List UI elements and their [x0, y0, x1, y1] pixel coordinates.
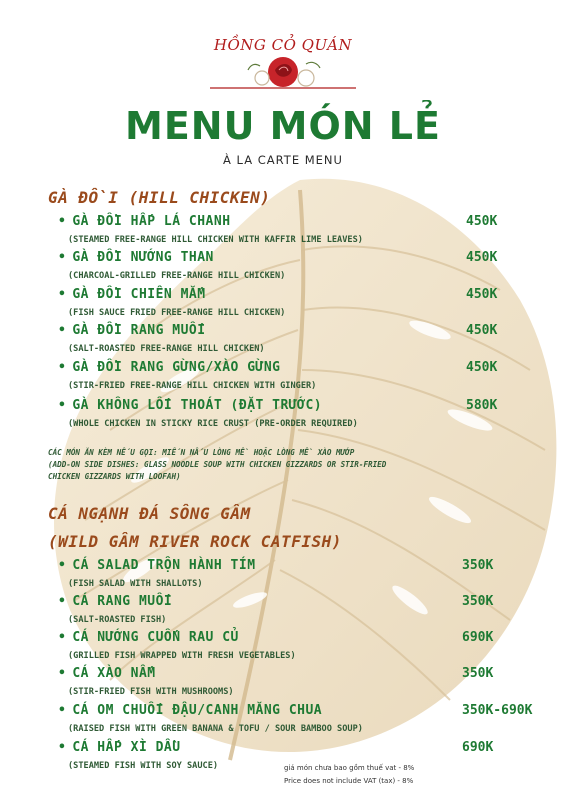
section-subtitle-fish: (WILD GÂM RIVER ROCK CATFISH) — [48, 532, 342, 551]
bullet-icon: • — [58, 214, 67, 229]
item-price: 450K — [466, 287, 498, 302]
item-name: • GÀ ĐỒI RANG GỪNG/XÀO GỪNG — [58, 360, 281, 375]
item-description: (FISH SAUCE FRIED FREE-RANGE HILL CHICKEN) — [68, 308, 286, 318]
bullet-icon: • — [58, 703, 67, 718]
item-name: • GÀ ĐỒI RANG MUỐI — [58, 323, 206, 338]
item-description: (SALT-ROASTED FREE-RANGE HILL CHICKEN) — [68, 344, 265, 354]
page-title: MENU MÓN LẺ — [125, 104, 441, 148]
bullet-icon: • — [58, 323, 67, 338]
vat-note-vi: giá món chưa bao gồm thuế vat - 8% — [284, 764, 415, 772]
item-description: (STEAMED FREE-RANGE HILL CHICKEN WITH KAFFIR LIME LEAVES) — [68, 235, 363, 245]
restaurant-logo — [200, 26, 366, 96]
bullet-icon: • — [58, 360, 67, 375]
item-price: 350K-690K — [462, 703, 533, 718]
page-subtitle: À LA CARTE MENU — [223, 153, 343, 167]
item-name: • CÁ NƯỚNG CUỐN RAU CỦ — [58, 630, 239, 645]
item-name: • CÁ HẤP XÌ DẦU — [58, 740, 181, 755]
brand-name: HỒNG CỎ QUÁN — [213, 36, 353, 54]
item-description: (WHOLE CHICKEN IN STICKY RICE CRUST (PRE-ORDER REQUIRED) — [68, 419, 358, 429]
section-title-fish: CÁ NGẠNH ĐÁ SÔNG GÂM — [48, 504, 251, 523]
item-description: (STIR-FRIED FISH WITH MUSHROOMS) — [68, 687, 234, 697]
bullet-icon: • — [58, 398, 67, 413]
side-note-line: CHICKEN GIZZARDS WITH LOOFAH) — [48, 472, 181, 481]
item-name: • CÁ SALAD TRỘN HÀNH TÍM — [58, 558, 256, 573]
item-price: 580K — [466, 398, 498, 413]
bullet-icon: • — [58, 740, 67, 755]
bullet-icon: • — [58, 287, 67, 302]
bullet-icon: • — [58, 666, 67, 681]
item-description: (RAISED FISH WITH GREEN BANANA & TOFU / SOUR BAMBOO SOUP) — [68, 724, 363, 734]
item-description: (SALT-ROASTED FISH) — [68, 615, 167, 625]
item-price: 450K — [466, 323, 498, 338]
item-name: • CÁ RANG MUỐI — [58, 594, 173, 609]
item-name: • GÀ ĐỒI NƯỚNG THAN — [58, 250, 214, 265]
item-description: (GRILLED FISH WRAPPED WITH FRESH VEGETABLES) — [68, 651, 296, 661]
item-description: (CHARCOAL-GRILLED FREE-RANGE HILL CHICKEN) — [68, 271, 286, 281]
vat-note-en: Price does not include VAT (tax) - 8% — [284, 777, 414, 785]
item-name: • GÀ ĐỒI HẤP LÁ CHANH — [58, 214, 231, 229]
item-description: (STEAMED FISH WITH SOY SAUCE) — [68, 761, 219, 771]
side-dish-note — [48, 447, 548, 483]
item-price: 450K — [466, 214, 498, 229]
item-name: • CÁ XÀO NẤM — [58, 666, 156, 681]
bullet-icon: • — [58, 630, 67, 645]
bullet-icon: • — [58, 558, 67, 573]
item-price: 690K — [462, 630, 494, 645]
side-note-line: CÁC MÓN ĂN KÈM NẾU GỌI: MIẾN NẤU LÒNG MỀ HOẶC LÒNG MỀ XÀO MƯỚP — [48, 448, 355, 457]
section-title-chicken: GÀ ĐỒI (HILL CHICKEN) — [48, 188, 271, 207]
item-description: (STIR-FRIED FREE-RANGE HILL CHICKEN WITH GINGER) — [68, 381, 317, 391]
item-name: • CÁ OM CHUỐI ĐẬU/CANH MĂNG CHUA — [58, 703, 323, 718]
item-description: (FISH SALAD WITH SHALLOTS) — [68, 579, 203, 589]
item-price: 350K — [462, 594, 494, 609]
item-price: 690K — [462, 740, 494, 755]
item-price: 350K — [462, 666, 494, 681]
bullet-icon: • — [58, 594, 67, 609]
item-name: • GÀ ĐỒI CHIÊN MẮM — [58, 287, 206, 302]
bullet-icon: • — [58, 250, 67, 265]
item-name: • GÀ KHÔNG LỐI THOÁT (ĐẶT TRƯỚC) — [58, 398, 323, 413]
item-price: 450K — [466, 360, 498, 375]
vat-note — [284, 762, 414, 788]
side-note-line: (ADD-ON SIDE DISHES: GLASS NOODLE SOUP WITH CHICKEN GIZZARDS OR STIR-FRIED — [48, 460, 387, 469]
item-price: 450K — [466, 250, 498, 265]
item-price: 350K — [462, 558, 494, 573]
